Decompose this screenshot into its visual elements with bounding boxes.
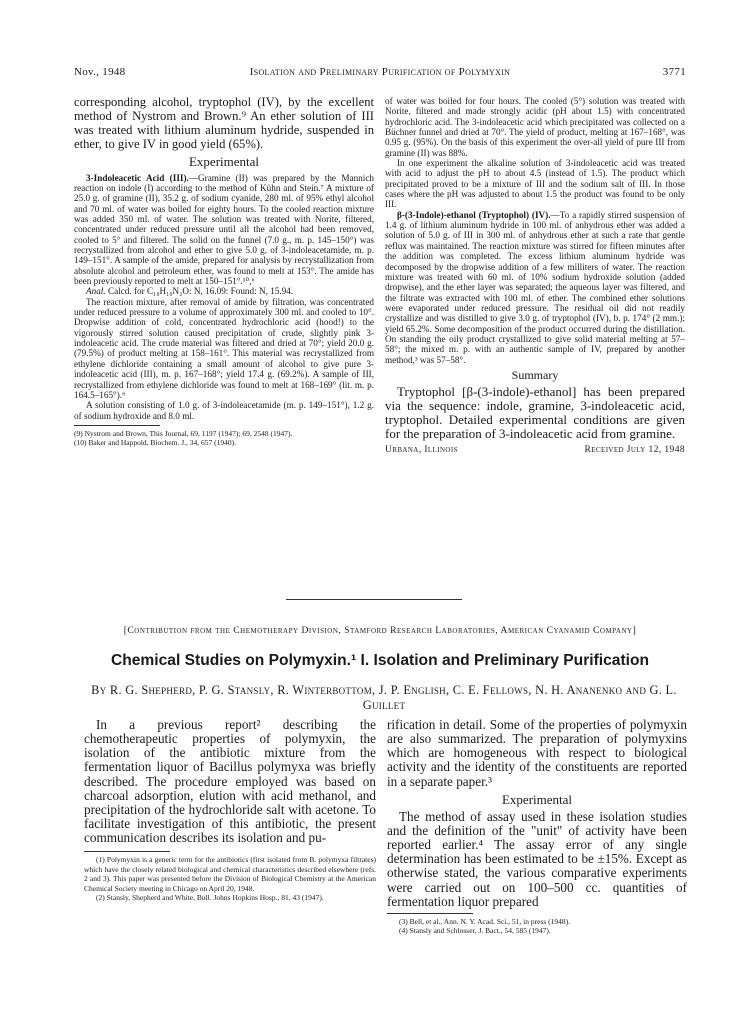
article-title: Chemical Studies on Polymyxin.¹ I. Isolation and Preliminary Purification xyxy=(110,652,650,669)
article-footnote-4: (4) Stansly and Schlosser, J. Bact., 54, 585 (1947). xyxy=(399,926,551,936)
header-running-title: Isolation and Preliminary Purification of Polymyxin xyxy=(249,66,511,78)
article-footnote-3: (3) Bell, et al., Ann. N. Y. Acad. Sci., 51, in press (1948). xyxy=(399,916,571,926)
article-intro-paragraph: In a previous report² describing the chemotherapeutic properties of polymyxin, the isolation of the antibiotic mixture from the fermentation liquor of Bacillus polymyxa was briefly described. The procedure employed was based on charcoal adsorption, elution with acid methanol, and precipitation of the hydrochloride salt with acetone. To facilitate investigation of this antibiotic, the present communication describes its isolation and pu- xyxy=(84,718,376,846)
article-footnote-2: (2) Stansly, Shepherd and White, Bull. Johns Hopkins Hosp., 81, 43 (1947). xyxy=(96,893,324,903)
hydrolysis-paragraph: A solution consisting of 1.0 g. of 3-indoleacetamide (m. p. 149–151°), 1.2 g. of sodium hydroxide and 8.0 ml. xyxy=(74,400,374,421)
tryptophol-heading: β-(3-Indole)-ethanol (Tryptophol) (IV). xyxy=(397,209,551,220)
analysis-line xyxy=(74,286,374,296)
experimental-heading: Experimental xyxy=(188,153,260,169)
running-header xyxy=(74,66,686,80)
contribution-line: [Contribution from the Chemotherapy Division, Stamford Research Laboratories, American Cyanamid Company] xyxy=(123,625,637,636)
ph-experiment-paragraph: In one experiment the alkaline solution of 3-indoleacetic acid was treated with acid to adjust the pH to about 4.5 (instead of 1.5). The product which precipitated proved to be a mixture of III and the sodium salt of III. In those cases where the pH was adjusted to about 1.5 the product was found to be only III. xyxy=(385,158,685,210)
author-byline: By R. G. Shepherd, P. G. Stansly, R. Winterbottom, J. P. English, C. E. Fellows, N. H. Ananenko and G. L. Guillet xyxy=(91,683,677,712)
assay-method-paragraph: The method of assay used in these isolation studies and the definition of the "unit" of activity have been reported earlier.⁴ The assay error of any single determination has been estimated to be ±15%. Except as otherwise stated, the various comparative experiments were carried out on 100–500 cc. quantities of fermentation liquor prepared xyxy=(387,808,687,909)
article-footnote-rule-right xyxy=(387,913,473,914)
indoleacetic-acid-text: —Gramine (II) was prepared by the Mannich reaction on indole (I) according to the method of Kühn and Stein.⁷ A mixture of 25.0 g. of gramine (II), 35.2 g. of sodium cyanide, 280 ml. of 95% ethyl alcohol and 70 ml. of water was boiled for eighty hours. To the cooled reaction mixture was added 350 ml. of water. The solution was treated with Norite, filtered, concentrated under reduced pressure until all the alcohol had been removed, cooled to 5° and filtered. The solid on the funnel (7.0 g., m. p. 145–150°) was recrystallized from alcohol and ether to give 5.0 g. of 3-indoleacetamide, m. p. 149–151°. A sample of the amide, prepared for analysis by recrystallization from absolute alcohol and petroleum ether, was found to melt at 153°. The amide has been previously reported to melt at 150–151°.¹⁰,⁶ xyxy=(74,172,374,287)
article-footnote-1: (1) Polymyxin is a generic term for the antibiotics (first isolated from B. polymyxa filtrates) which have the closely related biological and chemical characteristics described elsewhere (refs. 2 and 3). This paper was presented before the Division of Biological Chemistry at the American Chemical Society meeting in Chicago on April 20, 1948. xyxy=(84,855,376,893)
analysis-text: Calcd. for C₁₀H₁₀N₂O: N, 16.09: Found: N, 15.94. xyxy=(105,286,294,297)
reaction-mixture-paragraph: The reaction mixture, after removal of amide by filtration, was concentrated under reduced pressure to a volume of approximately 300 ml. and cooled to 10°. Dropwise addition of cold, concentrated hydrochloric acid (hood!) to the vigorously stirred solution caused precipitation of crude, slightly pink 3-indoleacetic acid. The crude material was filtered and dried at 70°; yield 20.0 g. (79.5%) of product melting at 158–161°. This material was recrystallized from ethylene dichloride containing a small amount of alcohol to give pure 3-indoleacetic acid (III), m. p. 167–168°; yield 17.4 g. (69.2%). A sample of III, recrystallized from ethylene dichloride was found to melt at 168–169° (lit. m. p. 164.5–165°).⁶ xyxy=(74,296,374,400)
footnote-10: (10) Baker and Happold, Biochem. J., 34, 657 (1940). xyxy=(74,438,237,448)
received-date: Received July 12, 1948 xyxy=(584,444,685,455)
indoleacetic-acid-paragraph xyxy=(74,173,374,287)
article-experimental-heading: Experimental xyxy=(501,791,573,807)
analysis-label: Anal. xyxy=(86,286,106,297)
tryptophol-text: —To a rapidly stirred suspension of 1.4 g. of lithium aluminum hydride in 100 ml. of anhydrous ether was added a solution of 5.0 g. of III in 300 ml. of anhydrous ether at such a rate that gentle reflux was maintained. The reaction mixture was stirred for fifteen minutes after the addition was completed. The excess lithium aluminum hydride was decomposed by the dropwise addition of a few milliters of water. The reaction mixture was treated with 60 ml. of 10% sodium hydroxide solution (added dropwise), and the ether layer was separated; the aqueous layer was filtered, and the filtrate was extracted with 100 ml. of ether. The combined ether solutions were evaporated under reduced pressure. The residual oil did not readily crystallize and was distilled to give 3.0 g. of tryptophol (IV), b. p. 174° (2 mm.); yield 65.2%. Some decomposition of the product occurred during the distillation. On standing the oily product crystallized to give solid material melting at 57–58°; the mixed m. p. with an authentic sample of IV, prepared by another method,³ was 57–58°. xyxy=(385,209,685,365)
footnote-9: (9) Nystrom and Brown, This Journal, 69, 1197 (1947); 69, 2548 (1947). xyxy=(74,428,293,438)
left-column-upper xyxy=(74,96,374,448)
right-column-upper xyxy=(385,96,685,455)
article-footnote-rule xyxy=(84,851,170,852)
right-column-lower xyxy=(387,718,687,936)
signature-line xyxy=(385,445,685,455)
boiling-paragraph: of water was boiled for four hours. The cooled (5°) solution was treated with Norite, filtered and made strongly acidic (pH about 1.5) with concentrated hydrochloric acid. The 3-indoleacetic acid which precipitated was collected on a Büchner funnel and dried at 70°. The yield of product, melting at 167–168°, was 0.95 g. (95%). On the basis of this experiment the over-all yield of pure III from gramine (II) was 88%. xyxy=(385,96,685,158)
header-date: Nov., 1948 xyxy=(74,66,126,78)
intro-paragraph: corresponding alcohol, tryptophol (IV), by the excellent method of Nystrom and Brown.⁹ An ether solution of III was treated with lithium aluminum hydride, suspended in ether, to give IV in good yield (65%). xyxy=(74,96,374,151)
article-separator xyxy=(286,599,462,600)
page-number: 3771 xyxy=(662,66,686,78)
left-column-lower xyxy=(84,718,376,902)
place: Urbana, Illinois xyxy=(385,444,458,455)
summary-heading: Summary xyxy=(511,367,559,382)
tryptophol-paragraph xyxy=(385,210,685,365)
footnote-rule xyxy=(74,425,160,426)
article-continuation-paragraph: rification in detail. Some of the properties of polymyxin are also summarized. The preparation of polymyxins which are homogeneous with respect to biological activity and the identity of the constituents are reported in a separate paper.³ xyxy=(387,718,687,789)
summary-text: Tryptophol [β-(3-indole)-ethanol] has been prepared via the sequence: indole, gramine, 3-indoleacetic acid, tryptophol. Detailed experimental conditions are given for the preparation of 3-indoleacetic acid from gramine. xyxy=(385,383,685,441)
indoleacetic-acid-heading: 3-Indoleacetic Acid (III). xyxy=(86,172,189,183)
